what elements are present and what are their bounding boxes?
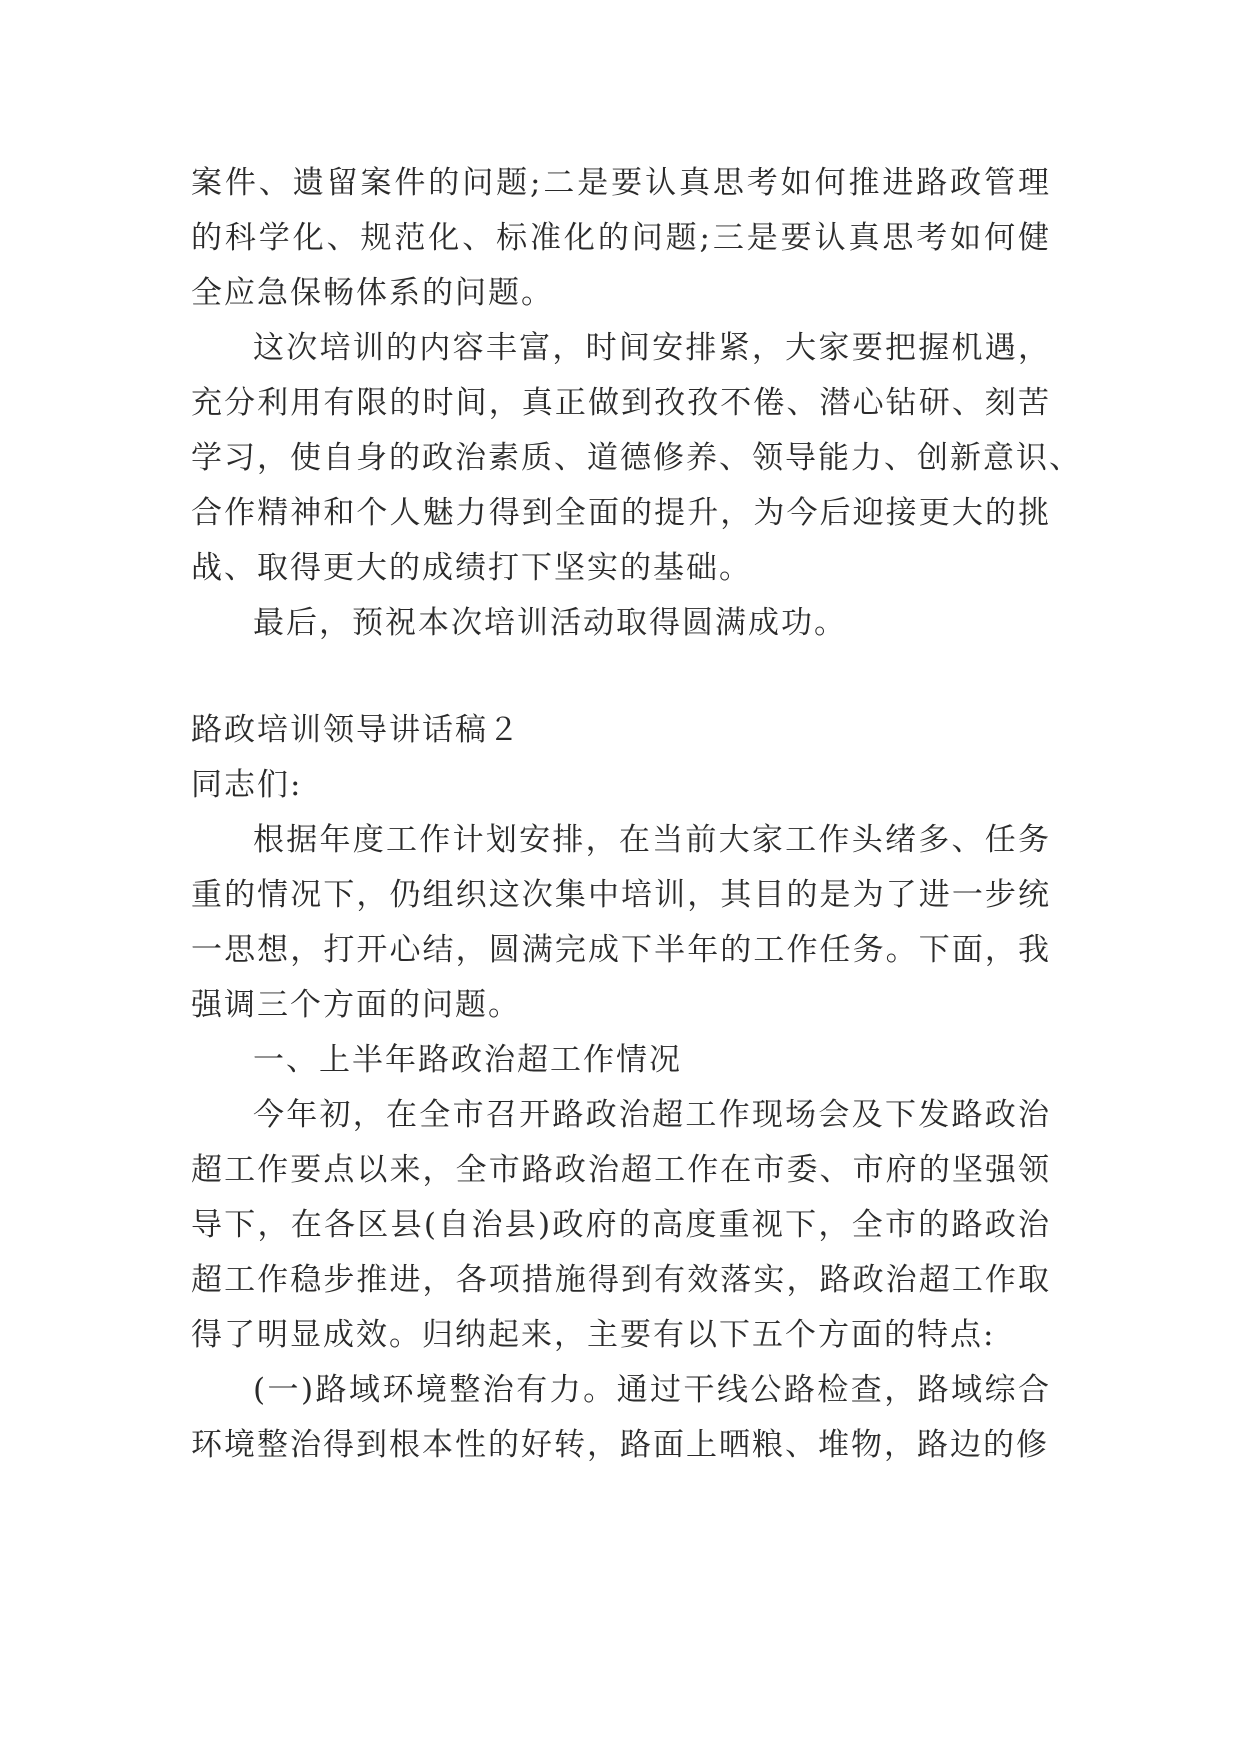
paragraph-line: 环境整治得到根本性的好转，路面上晒粮、堆物，路边的修 [191, 1427, 1049, 1463]
paragraph-group-1 [191, 156, 1082, 651]
paragraph-line: 合作精神和个人魅力得到全面的提升，为今后迎接更大的挑 [191, 495, 1051, 531]
paragraph-line: 最后，预祝本次培训活动取得圆满成功。 [253, 605, 847, 641]
paragraph-line: 一思想，打开心结，圆满完成下半年的工作任务。下面，我 [191, 932, 1051, 968]
paragraph [191, 321, 1082, 596]
paragraph-line: (一)路域环境整治有力。通过干线公路检查，路域综合 [253, 1372, 1051, 1408]
salutation: 同志们: [191, 767, 303, 803]
document-body [191, 156, 1082, 1473]
paragraph-line: 超工作稳步推进，各项措施得到有效落实，路政治超工作取 [191, 1262, 1051, 1298]
paragraph-line: 一、上半年路政治超工作情况 [253, 1042, 682, 1078]
paragraph-line: 根据年度工作计划安排，在当前大家工作头绪多、任务 [253, 822, 1051, 858]
paragraph [191, 156, 1051, 321]
paragraph-group-2 [191, 813, 1051, 1473]
section-gap [191, 651, 1051, 703]
paragraph-line: 超工作要点以来，全市路政治超工作在市委、市府的坚强领 [191, 1152, 1051, 1188]
paragraph [191, 813, 1051, 1033]
paragraph-line: 学习，使自身的政治素质、道德修养、领导能力、创新意识、 [191, 440, 1082, 476]
paragraph-line: 充分利用有限的时间，真正做到孜孜不倦、潜心钻研、刻苦 [191, 385, 1051, 421]
paragraph [191, 596, 1051, 651]
paragraph-line: 案件、遗留案件的问题;二是要认真思考如何推进路政管理 [191, 165, 1051, 201]
paragraph-line: 导下，在各区县(自治县)政府的高度重视下，全市的路政治 [191, 1207, 1051, 1243]
paragraph-line: 今年初，在全市召开路政治超工作现场会及下发路政治 [253, 1097, 1051, 1133]
paragraph-line: 强调三个方面的问题。 [191, 987, 521, 1023]
paragraph-line: 得了明显成效。归纳起来，主要有以下五个方面的特点: [191, 1317, 996, 1353]
paragraph-line: 重的情况下，仍组织这次集中培训，其目的是为了进一步统 [191, 877, 1051, 913]
paragraph-line: 的科学化、规范化、标准化的问题;三是要认真思考如何健 [191, 220, 1051, 256]
section-title: 路政培训领导讲话稿２ [191, 712, 521, 748]
paragraph [191, 1363, 1051, 1473]
paragraph-line: 战、取得更大的成绩打下坚实的基础。 [191, 550, 752, 586]
paragraph [191, 1088, 1051, 1363]
paragraph-line: 这次培训的内容丰富，时间安排紧，大家要把握机遇， [253, 330, 1051, 366]
paragraph-line: 全应急保畅体系的问题。 [191, 275, 554, 311]
paragraph [191, 1033, 1051, 1088]
